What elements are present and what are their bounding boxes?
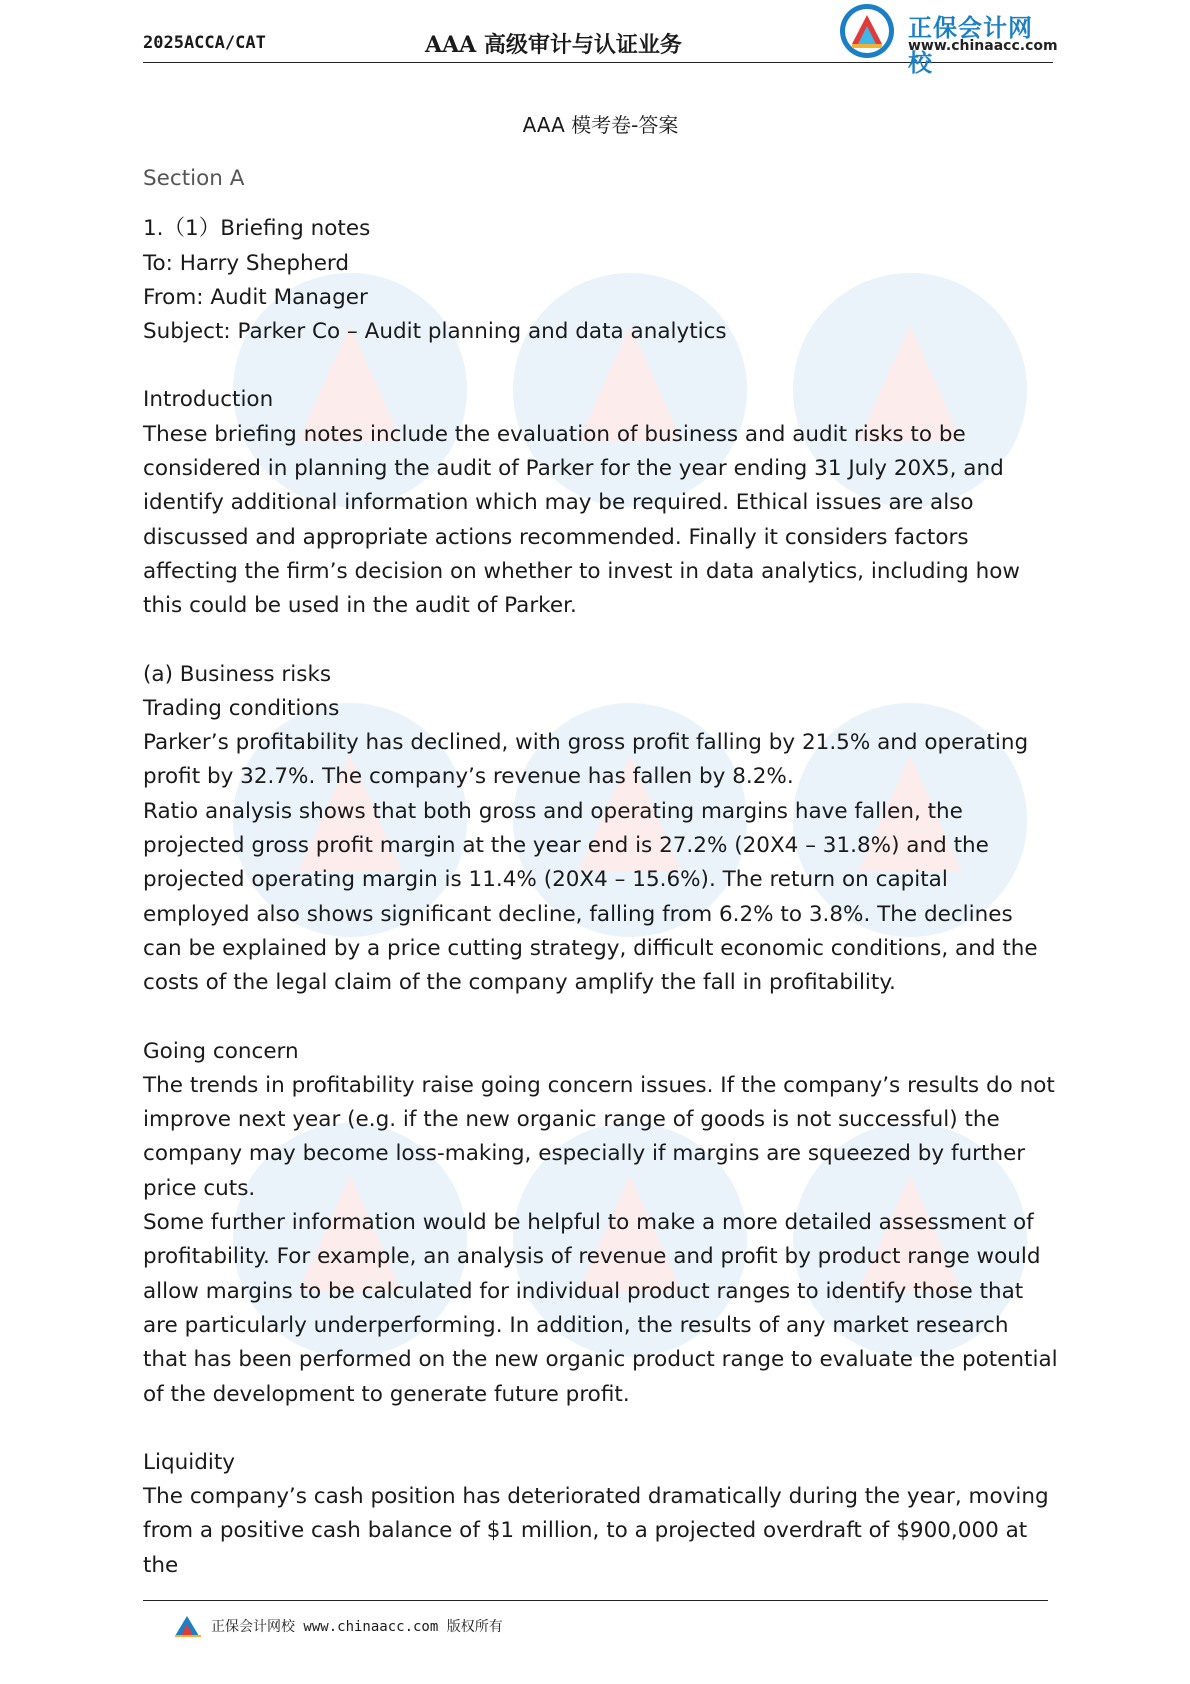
liquidity-paragraph: The company’s cash position has deteriorated dramatically during the year, moving from a positive cash balance of $1 million, to a projected overdraft of $900,000 at the bbox=[143, 1484, 1049, 1578]
document-body bbox=[143, 110, 1058, 1583]
trading-paragraph-1: Parker’s profitability has declined, with gross profit falling by 21.5% and operating profit by 32.7%. The company’s revenue has fallen by 8.2%. bbox=[143, 730, 1029, 790]
going-concern-paragraph-1: The trends in profitability raise going concern issues. If the company’s results do not improve next year (e.g. if the new organic range of goods is not successful) the company may become loss-making, especially if margins are squeezed by further price cuts. bbox=[143, 1072, 1055, 1201]
going-concern-paragraph-2: Some further information would be helpful to make a more detailed assessment of profitability. For example, an analysis of revenue and profit by product range would allow margins to be calculated for individual product ranges to identify those that are particularly underperforming. In addition, the results of any market research that has been performed on the new organic product range to evaluate the potential of the development to generate future profit. bbox=[143, 1210, 1058, 1407]
brand-logo-url: www.chinaacc.com bbox=[908, 38, 1058, 54]
trading-conditions-heading: Trading conditions bbox=[143, 695, 340, 721]
brand-logo-name: 正保会计网校 bbox=[908, 14, 1033, 77]
section-heading: Section A bbox=[143, 166, 245, 191]
memo-from: From: Audit Manager bbox=[143, 284, 368, 310]
footer-logo-icon bbox=[173, 1614, 203, 1638]
footer-copyright: 正保会计网校 www.chinaacc.com 版权所有 bbox=[211, 1619, 503, 1635]
intro-heading: Introduction bbox=[143, 387, 274, 413]
brand-logo-icon bbox=[838, 2, 896, 60]
header-subject-title: AAA 高级审计与认证业务 bbox=[425, 32, 682, 58]
brand-logo bbox=[838, 2, 1058, 77]
trading-paragraph-2: Ratio analysis shows that both gross and operating margins have fallen, the projected gross profit margin at the year end is 27.2% (20X4 – 31.8%) and the projected operating margin is 11.4% (20X4 – 15.6%). The return on capital employed also shows significant decline, falling from 6.2% to 3.8%. The declines can be explained by a price cutting strategy, difficult economic conditions, and the costs of the legal claim of the company amplify the fall in profitability. bbox=[143, 798, 1038, 996]
header-exam-label: 2025ACCA/CAT bbox=[143, 33, 266, 53]
question-heading: 1.（1）Briefing notes bbox=[143, 216, 371, 242]
memo-to: To: Harry Shepherd bbox=[143, 250, 350, 276]
going-concern-heading: Going concern bbox=[143, 1038, 299, 1064]
page-footer bbox=[143, 1600, 1048, 1635]
liquidity-heading: Liquidity bbox=[143, 1449, 235, 1475]
page-header bbox=[143, 0, 1058, 77]
intro-paragraph: These briefing notes include the evaluation of business and audit risks to be considered in planning the audit of Parker for the year ending 31 July 20X5, and identify additional information which may be required. Ethical issues are also discussed and appropriate actions recommended. Finally it considers factors affecting the firm’s decision on whether to invest in data analytics, including how this could be used in the audit of Parker. bbox=[143, 421, 1020, 619]
business-risks-heading: (a) Business risks bbox=[143, 661, 332, 687]
memo-subject: Subject: Parker Co – Audit planning and data analytics bbox=[143, 319, 727, 345]
document-title: AAA 模考卷-答案 bbox=[522, 113, 679, 137]
